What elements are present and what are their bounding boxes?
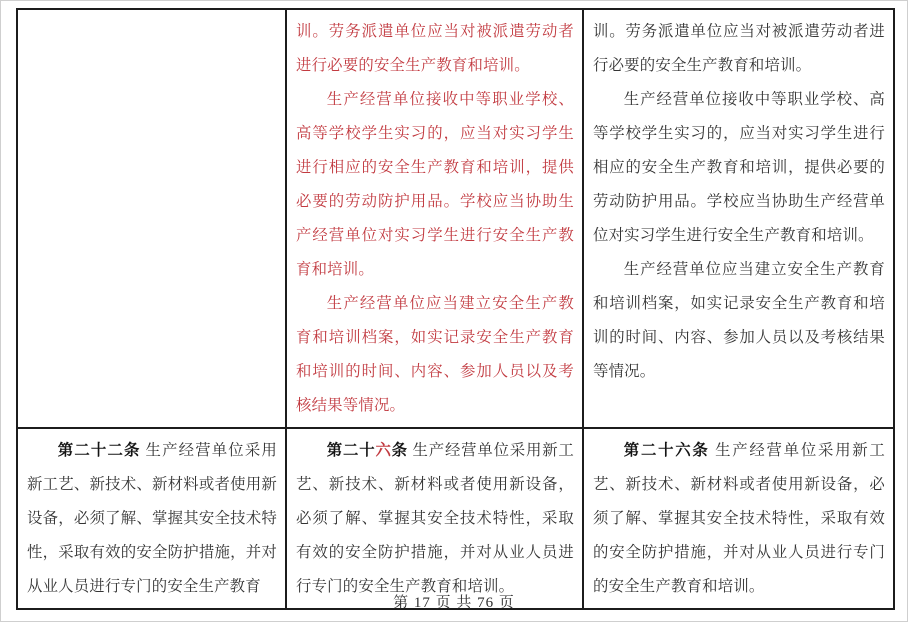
article-number: 条: [391, 442, 408, 459]
law-text: 生产经营单位应当建立安全生产教育和培训档案，如实记录安全生产教育和培训的时间、内容、参加人员以及考核结果等情况。: [593, 261, 885, 380]
law-text: 生产经营单位采用新工艺、新技术、新材料或者使用新设备，必须了解、掌握其安全技术特性，采取有效的安全防护措施，并对从业人员进行专门的安全生产教育和培训。: [296, 442, 575, 595]
law-text: 生产经营单位应当建立安全生产教育和培训档案，如实记录安全生产教育和培训的时间、内容、参加人员以及考核结果等情况。: [296, 295, 574, 414]
cell-old-law-empty: [17, 9, 286, 428]
cell-new-law-training-clause: [583, 9, 894, 428]
law-paragraph: [296, 83, 574, 287]
cell-draft-law-article-26: [286, 428, 583, 609]
law-paragraph: [296, 434, 574, 604]
table-row: [17, 428, 894, 609]
table-row: [17, 9, 894, 428]
law-text: 生产经营单位采用新工艺、新技术、新材料或者使用新设备，必须了解、掌握其安全技术特性，采取有效的安全防护措施，并对从业人员进行专门的安全生产教育: [27, 442, 277, 595]
law-paragraph: [296, 15, 574, 83]
article-number: 第二十六条: [623, 442, 710, 459]
law-text: 生产经营单位采用新工艺、新技术、新材料或者使用新设备，必须了解、掌握其安全技术特性，采取有效的安全防护措施，并对从业人员进行专门的安全生产教育和培训。: [593, 442, 885, 595]
law-paragraph: [27, 434, 277, 604]
article-number: 第二十: [326, 442, 376, 459]
page-number-footer: 第 17 页 共 76 页: [393, 595, 515, 611]
law-paragraph: [296, 287, 574, 423]
law-paragraph: [593, 15, 885, 83]
cell-new-law-article-26: [583, 428, 894, 609]
law-text: 生产经营单位接收中等职业学校、高等学校学生实习的，应当对实习学生进行相应的安全生产教育和培训，提供必要的劳动防护用品。学校应当协助生产经营单位对实习学生进行安全生产教育和培训。: [296, 91, 574, 278]
law-text: 训。劳务派遣单位应当对被派遣劳动者进行必要的安全生产教育和培训。: [593, 23, 885, 74]
article-number: 六: [375, 442, 392, 459]
law-text: 训。劳务派遣单位应当对被派遣劳动者进行必要的安全生产教育和培训。: [296, 23, 574, 74]
law-comparison-table: [16, 8, 895, 610]
law-paragraph: [593, 434, 885, 604]
law-paragraph: [593, 83, 885, 253]
cell-draft-law-training-clause: [286, 9, 583, 428]
law-paragraph: [593, 253, 885, 389]
cell-old-law-article-22: [17, 428, 286, 609]
law-text: 生产经营单位接收中等职业学校、高等学校学生实习的，应当对实习学生进行相应的安全生产教育和培训，提供必要的劳动防护用品。学校应当协助生产经营单位对实习学生进行安全生产教育和培训。: [593, 91, 885, 244]
article-number: 第二十二条: [57, 442, 141, 459]
